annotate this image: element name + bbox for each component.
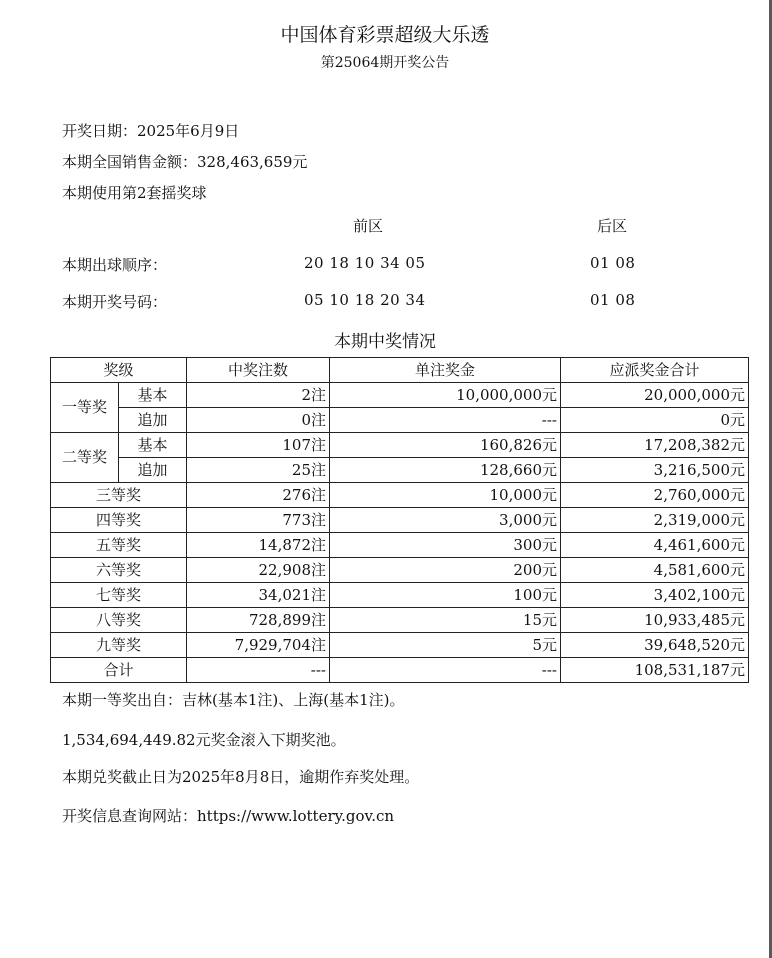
amount-cell: 10,000元 [330, 483, 561, 508]
table-row [51, 583, 749, 608]
count-cell: 276注 [187, 483, 330, 508]
draw-date: 开奖日期：2025年6月9日 [62, 122, 240, 140]
ball-set: 本期使用第2套摇奖球 [62, 184, 207, 202]
count-cell: 2注 [187, 383, 330, 408]
issue-subtitle: 第25064期开奖公告 [320, 55, 450, 71]
level-cell: 五等奖 [51, 533, 187, 558]
total-cell: 0元 [561, 408, 749, 433]
first-prize-origin: 本期一等奖出自：吉林(基本1注)、上海(基本1注)。 [62, 691, 405, 709]
sub-level-cell: 基本 [119, 383, 187, 408]
total-cell: 3,402,100元 [561, 583, 749, 608]
order-front-numbers: 20 18 10 34 05 [304, 254, 426, 272]
back-zone-label: 后区 [597, 217, 628, 235]
winning-label: 本期开奖号码： [62, 293, 168, 311]
level-cell: 四等奖 [51, 508, 187, 533]
sub-level-cell: 追加 [119, 408, 187, 433]
level-cell: 八等奖 [51, 608, 187, 633]
level-cell: 二等奖 [51, 433, 119, 483]
sum-count-cell: --- [187, 658, 330, 683]
prize-table [50, 357, 749, 683]
amount-cell: 300元 [330, 533, 561, 558]
website-info: 开奖信息查询网站：https://www.lottery.gov.cn [62, 807, 395, 825]
count-cell: 0注 [187, 408, 330, 433]
sum-total-cell: 108,531,187元 [561, 658, 749, 683]
amount-cell: 10,000,000元 [330, 383, 561, 408]
sum-amount-cell: --- [330, 658, 561, 683]
table-row [51, 533, 749, 558]
table-total-row [51, 658, 749, 683]
table-row [51, 383, 749, 408]
level-cell: 三等奖 [51, 483, 187, 508]
total-cell: 4,461,600元 [561, 533, 749, 558]
rollover-note: 1,534,694,449.82元奖金滚入下期奖池。 [62, 731, 346, 749]
amount-cell: 3,000元 [330, 508, 561, 533]
count-cell: 25注 [187, 458, 330, 483]
order-back-numbers: 01 08 [590, 254, 636, 272]
level-cell: 九等奖 [51, 633, 187, 658]
level-cell: 七等奖 [51, 583, 187, 608]
total-cell: 3,216,500元 [561, 458, 749, 483]
amount-cell: 200元 [330, 558, 561, 583]
table-row [51, 458, 749, 483]
total-cell: 2,319,000元 [561, 508, 749, 533]
amount-cell: 100元 [330, 583, 561, 608]
total-cell: 10,933,485元 [561, 608, 749, 633]
claim-deadline: 本期兑奖截止日为2025年8月8日，逾期作弃奖处理。 [62, 768, 420, 786]
amount-cell: 5元 [330, 633, 561, 658]
total-cell: 4,581,600元 [561, 558, 749, 583]
amount-cell: 160,826元 [330, 433, 561, 458]
count-cell: 22,908注 [187, 558, 330, 583]
table-row [51, 608, 749, 633]
table-row [51, 508, 749, 533]
sub-level-cell: 基本 [119, 433, 187, 458]
header-total: 应派奖金合计 [561, 358, 749, 383]
total-cell: 20,000,000元 [561, 383, 749, 408]
count-cell: 728,899注 [187, 608, 330, 633]
table-row [51, 633, 749, 658]
winning-back-numbers: 01 08 [590, 291, 636, 309]
page-title: 中国体育彩票超级大乐透 [280, 24, 490, 46]
count-cell: 34,021注 [187, 583, 330, 608]
amount-cell: --- [330, 408, 561, 433]
count-cell: 14,872注 [187, 533, 330, 558]
count-cell: 773注 [187, 508, 330, 533]
table-row [51, 433, 749, 458]
header-level: 奖级 [51, 358, 187, 383]
header-count: 中奖注数 [187, 358, 330, 383]
table-row [51, 483, 749, 508]
table-row [51, 558, 749, 583]
table-row [51, 408, 749, 433]
count-cell: 7,929,704注 [187, 633, 330, 658]
amount-cell: 128,660元 [330, 458, 561, 483]
sum-label-cell: 合计 [51, 658, 187, 683]
header-amount: 单注奖金 [330, 358, 561, 383]
count-cell: 107注 [187, 433, 330, 458]
sub-level-cell: 追加 [119, 458, 187, 483]
table-header-row [51, 358, 749, 383]
sales-amount: 本期全国销售金额：328,463,659元 [62, 153, 308, 171]
amount-cell: 15元 [330, 608, 561, 633]
prize-section-title: 本期中奖情况 [334, 332, 436, 352]
level-cell: 六等奖 [51, 558, 187, 583]
level-cell: 一等奖 [51, 383, 119, 433]
total-cell: 17,208,382元 [561, 433, 749, 458]
winning-front-numbers: 05 10 18 20 34 [304, 291, 426, 309]
front-zone-label: 前区 [353, 217, 384, 235]
total-cell: 2,760,000元 [561, 483, 749, 508]
total-cell: 39,648,520元 [561, 633, 749, 658]
order-label: 本期出球顺序： [62, 256, 168, 274]
